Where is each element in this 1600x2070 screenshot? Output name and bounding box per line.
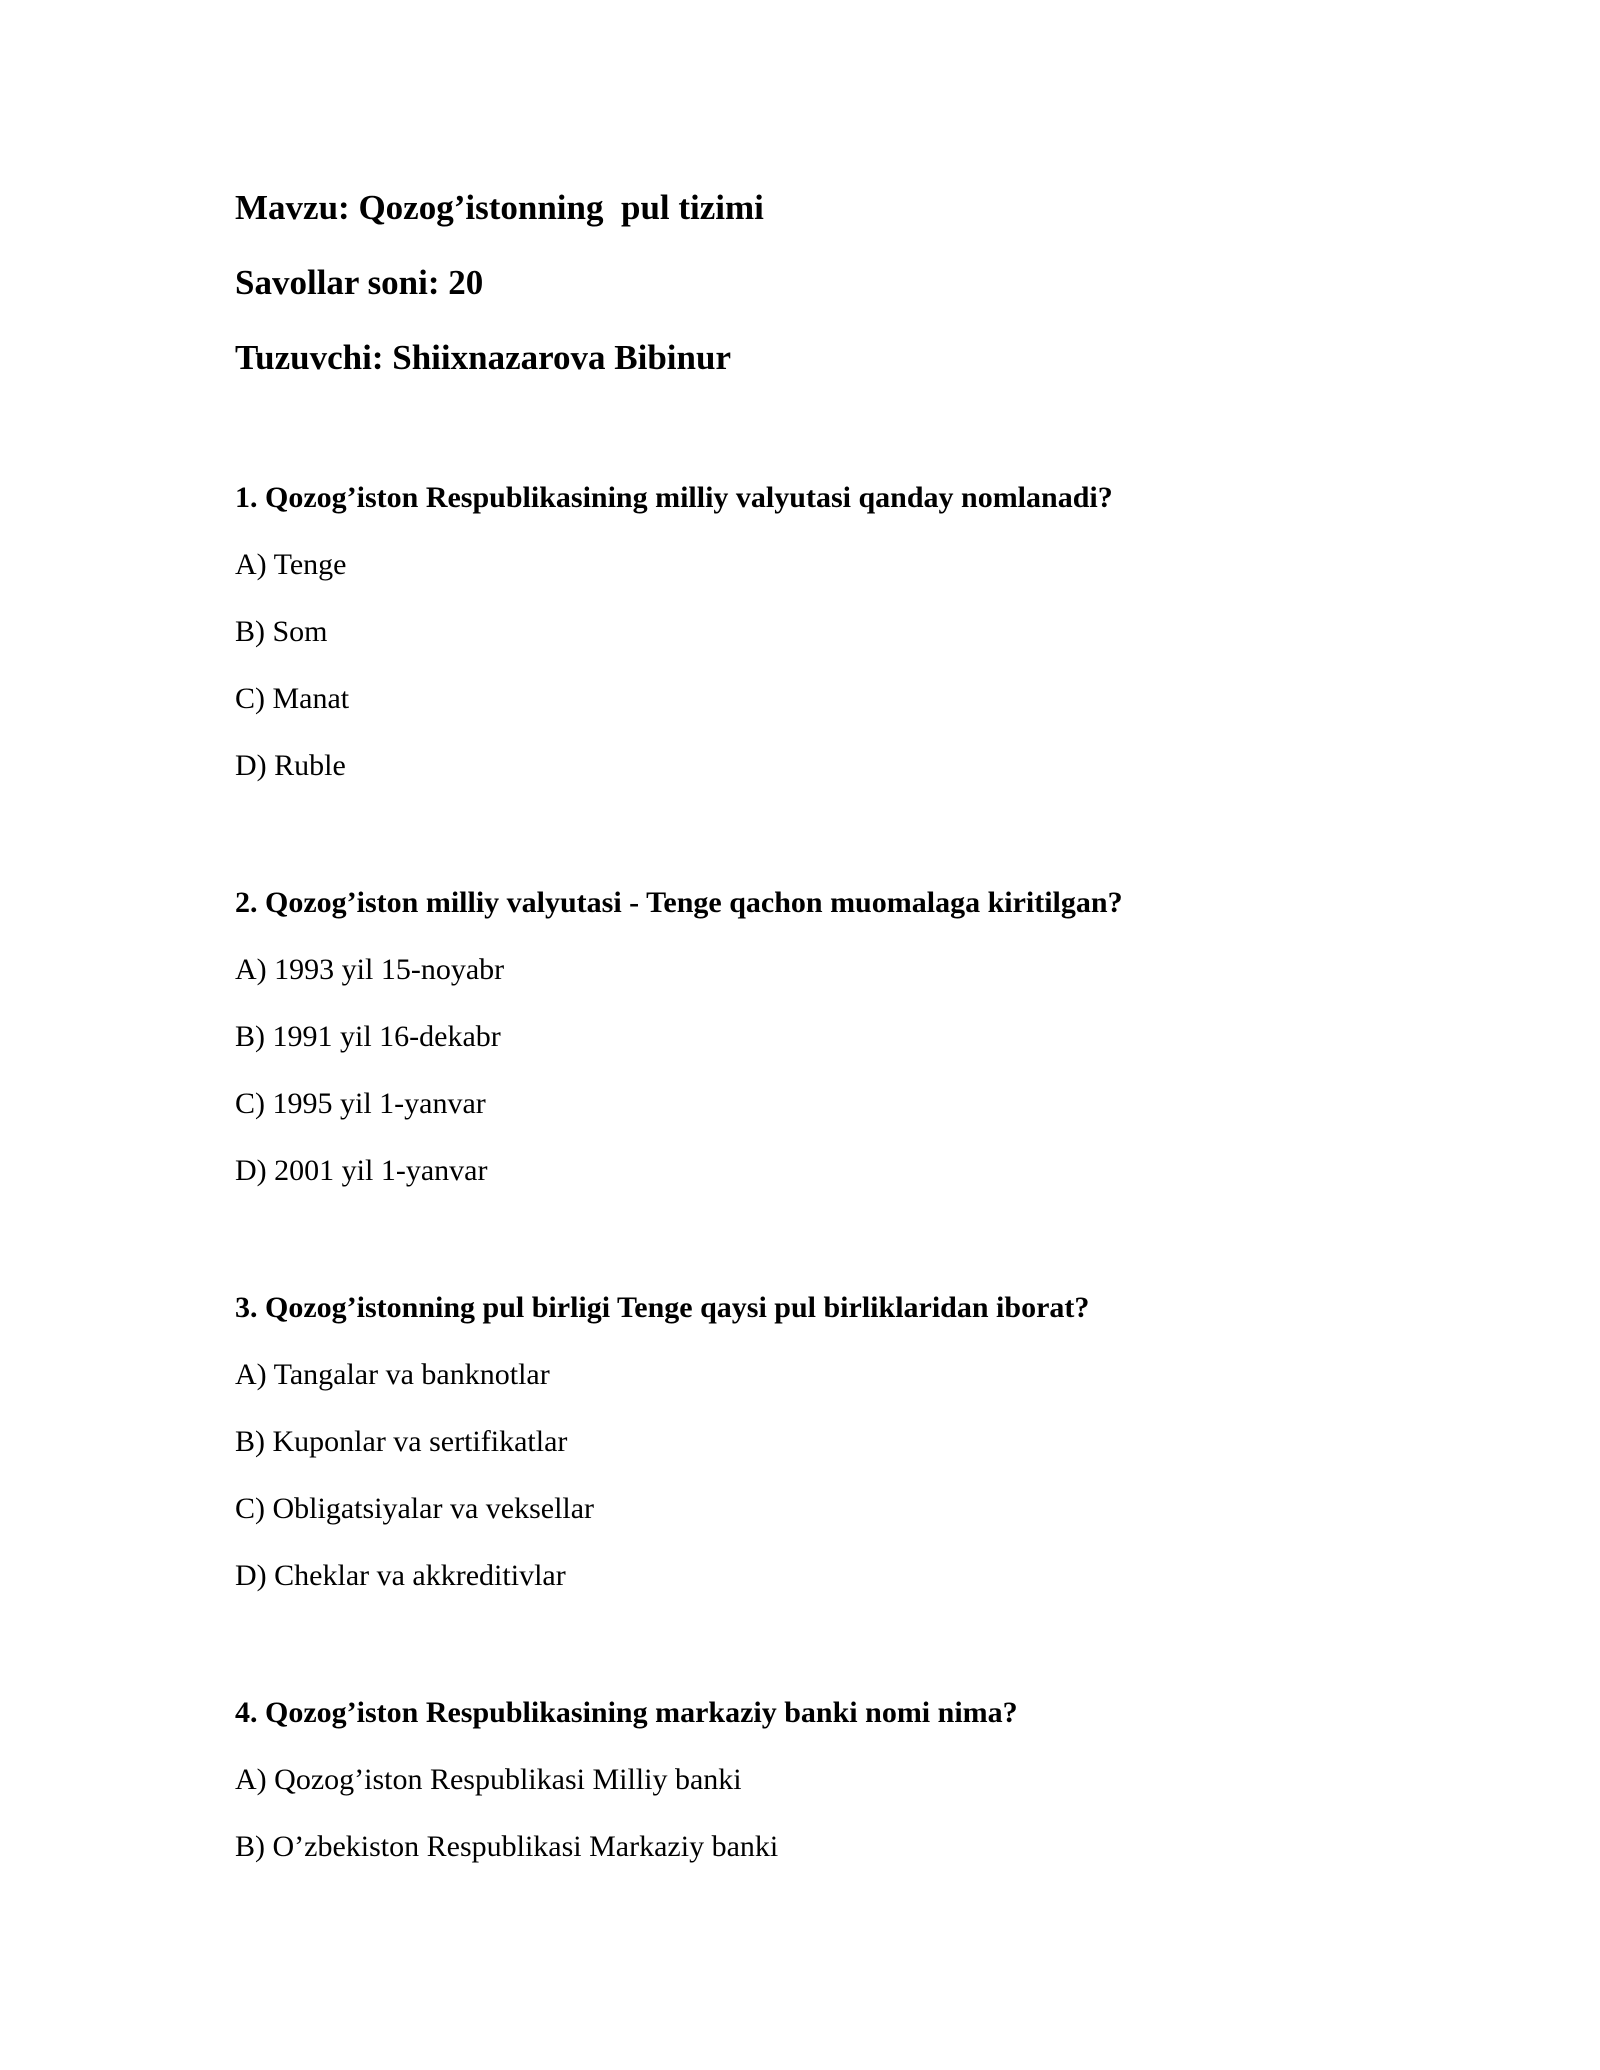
question-4-option-b: B) O’zbekiston Respublikasi Markaziy banki: [235, 1830, 779, 1863]
question-3-option-c: C) Obligatsiyalar va veksellar: [235, 1492, 595, 1525]
question-3-option-b: B) Kuponlar va sertifikatlar: [235, 1425, 568, 1458]
question-4-title: 4. Qozog’iston Respublikasining markaziy banki nomi nima?: [235, 1696, 1018, 1729]
question-1-option-a: A) Tenge: [235, 548, 347, 581]
author-heading: Tuzuvchi: Shiixnazarova Bibinur: [235, 338, 731, 377]
question-3-option-a: A) Tangalar va banknotlar: [235, 1358, 550, 1391]
question-4-option-a: A) Qozog’iston Respublikasi Milliy banki: [235, 1763, 742, 1796]
question-1-option-d: D) Ruble: [235, 749, 346, 782]
question-3-title: 3. Qozog’istonning pul birligi Tenge qaysi pul birliklaridan iborat?: [235, 1291, 1090, 1324]
question-3-option-d: D) Cheklar va akkreditivlar: [235, 1559, 566, 1592]
question-2-option-b: B) 1991 yil 16-dekabr: [235, 1020, 501, 1053]
question-2-option-a: A) 1993 yil 15-noyabr: [235, 953, 505, 986]
question-1-option-b: B) Som: [235, 615, 328, 648]
question-1-title: 1. Qozog’iston Respublikasining milliy valyutasi qanday nomlanadi?: [235, 481, 1113, 514]
question-1-option-c: C) Manat: [235, 682, 350, 715]
topic-heading: Mavzu: Qozog’istonning pul tizimi: [235, 188, 764, 227]
question-2-title: 2. Qozog’iston milliy valyutasi - Tenge qachon muomalaga kiritilgan?: [235, 886, 1123, 919]
question-count-heading: Savollar soni: 20: [235, 263, 484, 302]
question-2-option-d: D) 2001 yil 1-yanvar: [235, 1154, 488, 1187]
question-2-option-c: C) 1995 yil 1-yanvar: [235, 1087, 486, 1120]
